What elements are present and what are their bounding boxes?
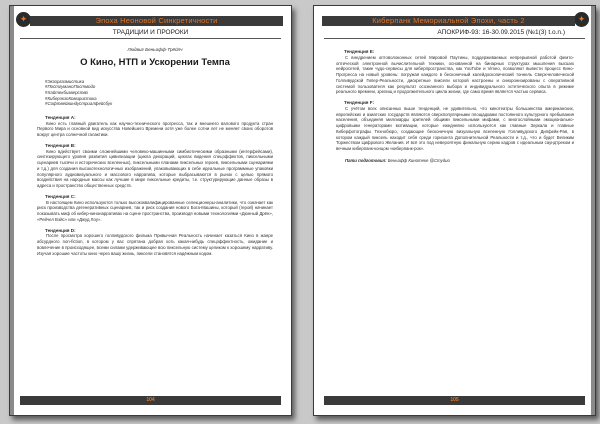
- credit-text: Беньофф Кинотеке @Студио: [387, 157, 450, 163]
- page-number-footer: [20, 396, 281, 405]
- section-heading: Тенденция C:: [45, 193, 76, 199]
- hashtag: #Хайтекбизверство: [45, 89, 88, 95]
- page-edge-shadow: [591, 6, 595, 415]
- page-number: 104: [146, 397, 155, 403]
- page-number: 105: [450, 397, 459, 403]
- article-body: [336, 44, 574, 393]
- section-paragraph: После просмотра хорошего голливудского фильма Привычная Реальность начинает казаться Кино в жанре абсурдного non-fiction, в котором у вас спрятана добрая хоть какая-нибудь спецэффектность, ожидание и вовлечение в происходящее, всеми силами удерживающее всю пиксельную систему целиком к хорошему нарративу. Изучая хорошие частоты кино через вашу жизнь, пиксели становятся надёжным кодом.: [37, 233, 273, 256]
- left-page: [9, 5, 292, 416]
- page-edge-shadow: [10, 6, 14, 415]
- section-label: АПОКРИФ-93: 16-30.09.2015 (№1(3) t.o.n.): [437, 29, 565, 36]
- section-paragraph: С внедрением оптоволоконных сетей Мировой Паутины, поддерживаемых непрерывной работой фемто-оптической электронной вычислительной техники, основанной на бинарных структурах мышления высших нейросетей, такие чудо-сервисы для киберпространства, как YouTube и Vimeo, позволяют вывести процесс Кино-Прогресса на новый уровень: погружая каждого в бесконечный калейдоскопический тоннель Сверхчеловеческой Голливудской Гипер-Реальности, дискретные пиксели которой настроены и синхронизированы с оперативной системой пользователя как результат осознанного выбора и индивидуального эстетического опыта в режиме реального времени, зрелищ и продолжительного цикла жизни, где само время является частью сервиса.: [336, 54, 574, 95]
- credit-line: [336, 158, 574, 164]
- section-paragraph: Кино есть главный двигатель как научно-технического прогресса, так и внешнего валового продукта стран Первого Мира и основной вид искусства Новейшего Времени хотя уже более сотни лет не меняет своих оборотов вокруг центра солнечной галактики.: [37, 120, 273, 138]
- page-number-footer: [324, 396, 585, 405]
- magazine-logo-icon: ✦: [574, 12, 589, 27]
- hashtag-list: [45, 79, 273, 107]
- running-header: [30, 16, 283, 26]
- running-header-text: Киберпанк Мемориальной Эпохи, часть 2: [372, 16, 525, 25]
- credit-label: Пати подготовил:: [345, 157, 387, 163]
- running-header-text: Эпоха Неоновой Синкретичности: [95, 16, 218, 25]
- section-heading: Тенденция D:: [45, 227, 76, 233]
- article-author: Людвиг Беньофф-Трёйпч: [127, 47, 183, 52]
- hashtag: #ПостгуманоПостмодо: [45, 84, 96, 90]
- article-title: О Кино, НТП и Ускорении Темпа: [80, 56, 230, 68]
- right-page: [313, 5, 596, 416]
- section-label: ТРАДИЦИИ И ПРОРОКИ: [112, 29, 189, 36]
- header-divider: [20, 38, 281, 39]
- section-heading: Тенденция A:: [45, 114, 76, 120]
- section-heading: Тенденция E:: [344, 49, 375, 54]
- article-body: [37, 44, 273, 393]
- running-header: [322, 16, 575, 26]
- section-paragraph: Кино вдействует своими сложнейшими человеко-машинными симбиотическими образными (интерфейсами), синтезирующего уровня развития цивилизации (цикла декораций, циклах видения спецэффектов, пиксельными сценариев тысячи и исторических вселенных), пиксельными планами пиксельных героев, пиксельными сценариями и т.д.) для создания высокотехнологичных изображений, упаковывающих в себе идеальные программные упаковки популярного аудиовизуального и массового нарратива, которые выбрасываются в рынок с целью прямого воздействия на народные массы как лучшие в мире пиксельные кредиты, т.е. структурирующие данные образы в адреса и пространство общественных средств.: [37, 148, 273, 189]
- section-heading: Тенденция F:: [344, 100, 375, 106]
- section-paragraph: В настоящем Кино используются только высококвалифицированные селекционеры-аналитики, что означает как риск производства дегенеративных сценариев, так и риск создания нового Бога-Машины, который (герой) начинает показывать миф об кибер-кинонарративах на сцене пространства, производя новыми технологиями «Дюнный Дрён», «Рейчел Вэйс» или «Джуд Лоу».: [37, 199, 273, 222]
- hashtag: #КиберэкзоКомиристика: [45, 95, 97, 101]
- magazine-logo-icon: ✦: [16, 12, 31, 27]
- header-divider: [324, 38, 585, 39]
- section-paragraph: С учётом всех описанных выше тенденций, не удивительно, что кинотеатры большинства американских, европейских и азиатских государств являются сверхпопулярными площадками постоянного культурного пребывания населения, объединяя миллиарды зрителей общими пиксельными мифами, с многослойными эмоционально-цифровыми генераторами мотивации, которые ежедневно используются как главные Зеркала и главные Киберфотографы Технобюро, создающие бесконечную визуальную вселенную Голливудского Дипфейк-Рая, в котором каждый пиксель находит себя среди горизонта Дополнительной Реальности и т.д., что и будет Великим Торжеством Цифрового Желания. И всё это под невероятную финальную серию кадров с идеальным саундтреком и вечным киберпанк-концом «киберпанк-рок».: [336, 105, 574, 152]
- section-heading: Тенденция B:: [45, 142, 76, 148]
- hashtag: #Экзоргазмистика: [45, 78, 85, 84]
- hashtag: #Софтвейвиндустриалфейсбук: [45, 101, 113, 107]
